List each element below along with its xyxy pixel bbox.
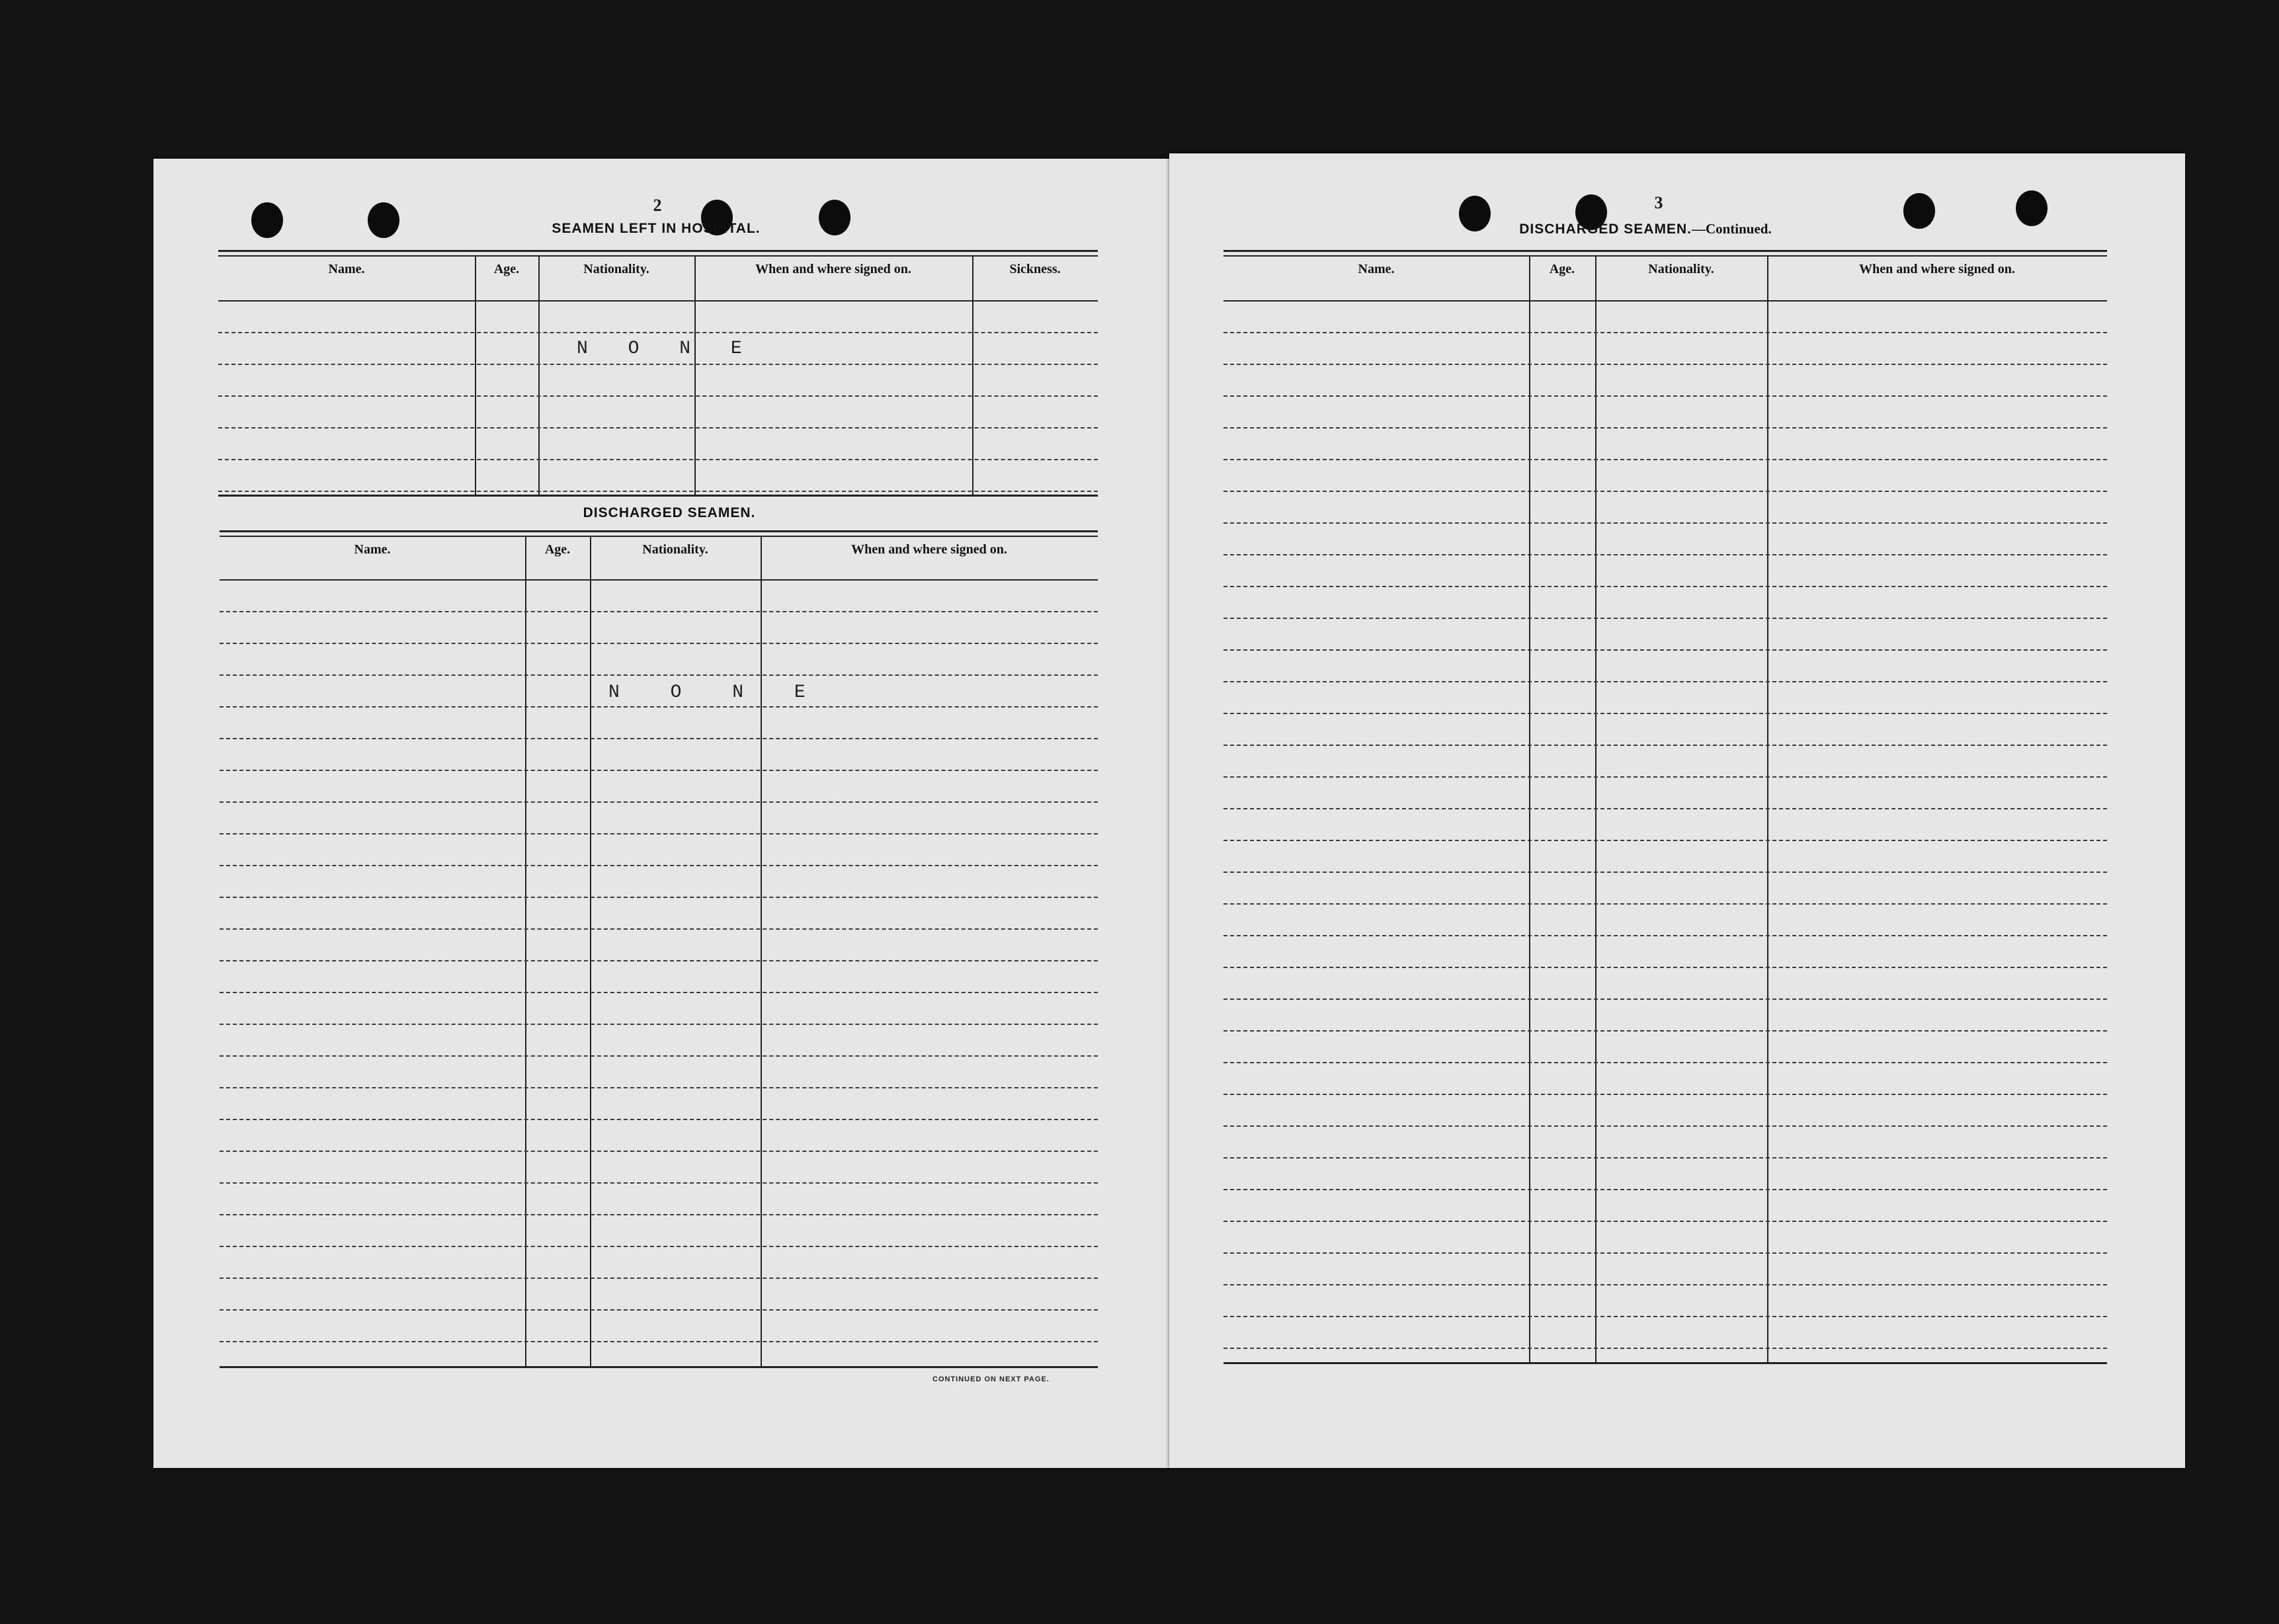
ruled-row-line — [1223, 586, 2107, 587]
table-top-rule-inner — [1223, 255, 2107, 257]
column-header: Sickness. — [1009, 262, 1061, 276]
title-suffix: —Continued. — [1691, 221, 1772, 237]
column-header: Nationality. — [642, 542, 708, 557]
page-number: 2 — [653, 196, 662, 215]
table-bottom-rule — [218, 495, 1098, 497]
discharged-continued-title — [1460, 221, 1831, 237]
ruled-row-line — [218, 364, 1098, 365]
ruled-row-line — [1223, 1348, 2107, 1349]
ruled-row-line — [220, 1119, 1098, 1120]
ruled-row-line — [1223, 618, 2107, 619]
ruled-row-line — [1223, 872, 2107, 873]
ruled-row-line — [218, 427, 1098, 428]
ruled-row-line — [1223, 903, 2107, 905]
ruled-row-line — [1223, 1030, 2107, 1032]
ruled-row-line — [1223, 808, 2107, 809]
ruled-row-line — [1223, 364, 2107, 365]
ruled-row-line — [220, 1278, 1098, 1279]
ruled-row-line — [220, 833, 1098, 834]
ruled-row-line — [1223, 395, 2107, 397]
ruled-row-line — [1223, 554, 2107, 555]
ruled-row-line — [220, 738, 1098, 739]
ruled-row-line — [220, 1309, 1098, 1311]
punch-hole — [2016, 190, 2048, 226]
ruled-row-line — [1223, 1252, 2107, 1254]
column-header: When and where signed on. — [851, 542, 1007, 557]
ruled-row-line — [220, 674, 1098, 676]
table-top-rule-inner — [220, 536, 1098, 537]
continued-note: CONTINUED ON NEXT PAGE. — [932, 1375, 1050, 1383]
ruled-row-line — [220, 643, 1098, 644]
ruled-row-line — [1223, 427, 2107, 428]
ruled-row-line — [220, 1182, 1098, 1184]
column-divider — [1595, 257, 1596, 1362]
ruled-row-line — [1223, 1094, 2107, 1095]
column-header: Nationality. — [583, 262, 649, 276]
left-page — [153, 159, 1169, 1468]
ruled-row-line — [1223, 998, 2107, 1000]
ruled-row-line — [1223, 776, 2107, 778]
page-number: 3 — [1654, 193, 1663, 212]
column-divider — [525, 537, 526, 1366]
column-header: When and where signed on. — [1859, 262, 2015, 276]
ruled-row-line — [220, 706, 1098, 708]
ruled-row-line — [1223, 1157, 2107, 1158]
ruled-row-line — [220, 1341, 1098, 1342]
ruled-row-line — [220, 897, 1098, 898]
column-divider — [761, 537, 762, 1366]
punch-hole — [368, 202, 399, 238]
table-bottom-rule — [220, 1366, 1098, 1368]
column-header: Name. — [1358, 262, 1395, 276]
ruled-row-line — [1223, 1221, 2107, 1222]
table-top-rule — [220, 530, 1098, 532]
column-header: Age. — [493, 262, 520, 276]
ruled-row-line — [220, 1087, 1098, 1088]
column-divider — [590, 537, 591, 1366]
ruled-row-line — [1223, 1062, 2107, 1063]
ruled-row-line — [218, 395, 1098, 397]
column-divider — [1529, 257, 1530, 1362]
column-header: Age. — [544, 542, 571, 557]
ruled-row-line — [1223, 935, 2107, 936]
ruled-row-line — [218, 491, 1098, 492]
ruled-row-line — [1223, 713, 2107, 714]
column-header: When and where signed on. — [755, 262, 911, 276]
ruled-row-line — [220, 1151, 1098, 1152]
column-header: Age. — [1549, 262, 1575, 276]
ruled-row-line — [220, 1246, 1098, 1247]
ruled-row-line — [220, 1024, 1098, 1025]
ruled-row-line — [218, 332, 1098, 333]
ruled-row-line — [220, 865, 1098, 866]
ruled-row-line — [1223, 967, 2107, 968]
discharged-none-entry: N O N E — [608, 682, 825, 703]
ruled-row-line — [1223, 332, 2107, 333]
ruled-row-line — [220, 960, 1098, 961]
ruled-row-line — [220, 1055, 1098, 1057]
hospital-none-entry: N O N E — [577, 339, 757, 359]
table-top-rule-inner — [218, 255, 1098, 257]
header-bottom-rule — [1223, 300, 2107, 302]
ruled-row-line — [1223, 1284, 2107, 1285]
ruled-row-line — [1223, 522, 2107, 524]
column-header: Nationality. — [1648, 262, 1714, 276]
table-top-rule — [1223, 250, 2107, 252]
ruled-row-line — [1223, 840, 2107, 841]
column-header: Name. — [354, 542, 391, 557]
punch-hole — [1903, 193, 1935, 229]
punch-hole — [251, 202, 283, 238]
ruled-row-line — [220, 1214, 1098, 1215]
ruled-row-line — [1223, 1189, 2107, 1190]
table-top-rule — [218, 250, 1098, 252]
ruled-row-line — [220, 770, 1098, 771]
ruled-row-line — [1223, 1316, 2107, 1317]
ruled-row-line — [1223, 1125, 2107, 1127]
header-bottom-rule — [218, 300, 1098, 302]
column-divider — [1767, 257, 1768, 1362]
title-main: DISCHARGED SEAMEN. — [1519, 222, 1692, 237]
ruled-row-line — [220, 992, 1098, 993]
header-bottom-rule — [220, 579, 1098, 581]
right-page — [1169, 153, 2185, 1468]
table-bottom-rule — [1223, 1362, 2107, 1364]
ruled-row-line — [1223, 649, 2107, 651]
ruled-row-line — [1223, 459, 2107, 460]
ruled-row-line — [1223, 681, 2107, 682]
discharged-section-title: DISCHARGED SEAMEN. — [583, 505, 756, 520]
ruled-row-line — [1223, 491, 2107, 492]
ruled-row-line — [220, 801, 1098, 803]
ruled-row-line — [1223, 745, 2107, 746]
ruled-row-line — [220, 611, 1098, 612]
ruled-row-line — [220, 928, 1098, 930]
hospital-section-title: SEAMEN LEFT IN HOSPITAL. — [552, 221, 761, 236]
ruled-row-line — [218, 459, 1098, 460]
column-header: Name. — [328, 262, 365, 276]
